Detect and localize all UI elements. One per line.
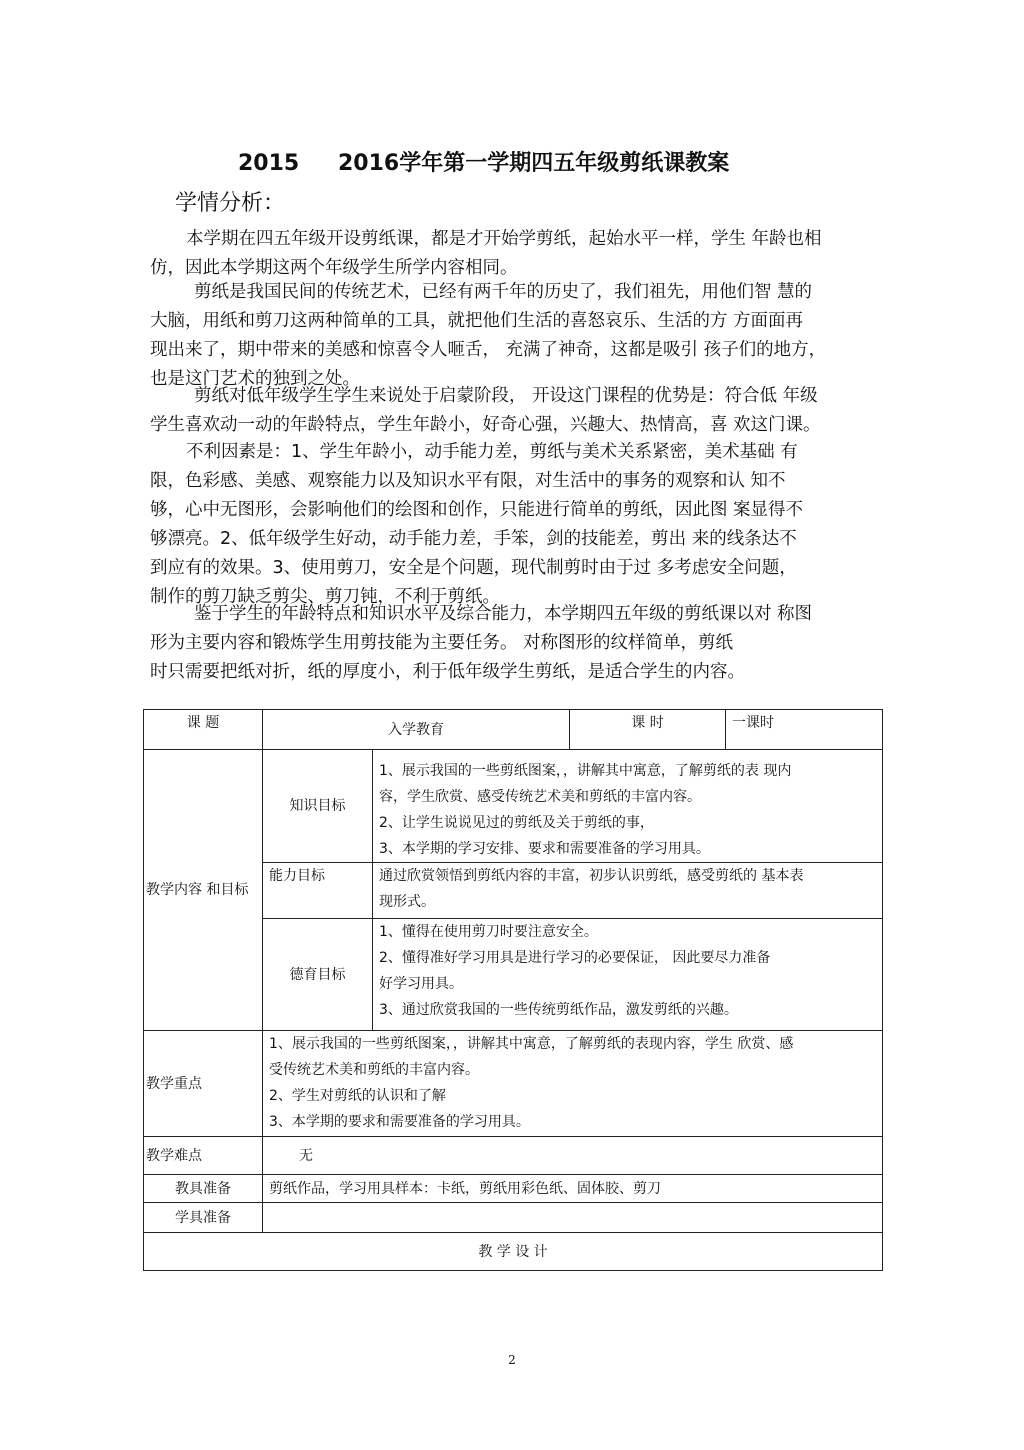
paragraph-line: 鉴于学生的年龄特点和知识水平及综合能力，本学期四五年级的剪纸课以对 称图 <box>194 604 813 624</box>
key-line: 受传统艺术美和剪纸的丰富内容。 <box>269 1062 479 1078</box>
paragraph-line: 也是这门艺术的独到之处。 <box>150 369 360 389</box>
knowledge-line: 2、让学生说说见过的剪纸及关于剪纸的事， <box>379 815 654 831</box>
paragraph-line: 剪纸对低年级学生学生来说处于启蒙阶段， 开设这门课程的优势是：符合低 年级 <box>194 386 818 406</box>
knowledge-label: 知识目标 <box>263 750 373 863</box>
key-line: 2、学生对剪纸的认识和了解 <box>269 1088 446 1104</box>
paragraph-line: 仿，因此本学期这两个年级学生所学内容相同。 <box>150 258 518 278</box>
moral-line: 好学习用具。 <box>379 976 463 992</box>
moral-line: 2、懂得准好学习用具是进行学习的必要保证， 因此要尽力准备 <box>379 950 771 966</box>
table-row <box>144 1031 883 1137</box>
paragraph-3 <box>150 382 910 440</box>
table-row <box>144 1175 883 1203</box>
ability-line: 现形式。 <box>379 894 435 910</box>
hours-value: 一课时 <box>726 710 883 750</box>
ability-line: 通过欣赏领悟到剪纸内容的丰富，初步认识剪纸，感受剪纸的 基本表 <box>379 868 804 884</box>
paragraph-4 <box>150 438 910 612</box>
paragraph-line: 剪纸是我国民间的传统艺术，已经有两千年的历史了，我们祖先，用他们智 慧的 <box>194 282 813 302</box>
paragraph-line: 不利因素是：1、学生年龄小，动手能力差，剪纸与美术关系紧密，美术基础 有 <box>186 442 798 462</box>
knowledge-line: 3、本学期的学习安排、要求和需要准备的学习用具。 <box>379 841 710 857</box>
topic-label: 课 题 <box>144 710 263 750</box>
knowledge-line: 容，学生欣赏、感受传统艺术美和剪纸的丰富内容。 <box>379 789 701 805</box>
paragraph-line: 够漂亮。2、低年级学生好动，动手能力差，手笨，剑的技能差，剪出 来的线条达不 <box>150 529 797 549</box>
moral-line: 1、懂得在使用剪刀时要注意安全。 <box>379 924 598 940</box>
ability-label: 能力目标 <box>263 863 373 919</box>
lesson-plan-table <box>143 709 883 1271</box>
key-line: 1、展示我国的一些剪纸图案，，讲解其中寓意，了解剪纸的表现内容，学生 欣赏、感 <box>269 1036 794 1052</box>
paragraph-line: 学生喜欢动一动的年龄特点，学生年龄小，好奇心强，兴趣大、热情高，喜 欢这门课。 <box>150 415 821 435</box>
section-heading: 学情分析： <box>175 191 286 216</box>
paragraph-line: 本学期在四五年级开设剪纸课，都是才开始学剪纸，起始水平一样，学生 年龄也相 <box>186 229 822 249</box>
paragraph-line: 到应有的效果。3、使用剪刀，安全是个问题，现代制剪时由于过 多考虑安全问题， <box>150 558 797 578</box>
key-label: 教学重点 <box>144 1031 263 1137</box>
topic-value: 入学教育 <box>263 710 570 750</box>
paragraph-line: 大脑，用纸和剪刀这两种简单的工具，就把他们生活的喜怒哀乐、生活的方 方面面再 <box>150 311 804 331</box>
paragraph-line: 制作的剪刀缺乏剪尖、剪刀钝，不利于剪纸。 <box>150 587 500 607</box>
paragraph-line: 形为主要内容和锻炼学生用剪技能为主要任务。 对称图形的纹样简单，剪纸 <box>150 633 734 653</box>
student-tools-value <box>263 1203 883 1233</box>
teacher-tools-label: 教具准备 <box>144 1175 263 1203</box>
paragraph-line: 时只需要把纸对折，纸的厚度小，利于低年级学生剪纸，是适合学生的内容。 <box>150 662 745 682</box>
table-row <box>144 710 883 750</box>
hours-label: 课 时 <box>570 710 726 750</box>
document-title <box>238 146 798 177</box>
moral-label: 德育目标 <box>263 919 373 1031</box>
paragraph-line: 现出来了，期中带来的美感和惊喜令人咂舌， 充满了神奇，这都是吸引 孩子们的地方， <box>150 340 827 360</box>
ability-content <box>373 863 883 919</box>
paragraph-line: 限，色彩感、美感、观察能力以及知识水平有限，对生活中的事务的观察和认 知不 <box>150 471 786 491</box>
paragraph-5 <box>150 600 910 687</box>
table-row <box>144 750 883 863</box>
difficulty-label: 教学难点 <box>144 1137 263 1175</box>
paragraph-1 <box>150 225 946 283</box>
difficulty-value: 无 <box>263 1137 883 1175</box>
page-number: 2 <box>508 1353 516 1367</box>
knowledge-line: 1、展示我国的一些剪纸图案，，讲解其中寓意，了解剪纸的表 现内 <box>379 763 792 779</box>
title-rest: 2016学年第一学期四五年级剪纸课教案 <box>338 151 730 176</box>
moral-content <box>373 919 883 1031</box>
key-line: 3、本学期的要求和需要准备的学习用具。 <box>269 1114 530 1130</box>
knowledge-content <box>373 750 883 863</box>
teacher-tools-value: 剪纸作品，学习用具样本：卡纸，剪纸用彩色纸、固体胶、剪刀 <box>263 1175 883 1203</box>
design-label: 教 学 设 计 <box>144 1233 883 1271</box>
student-tools-label: 学具准备 <box>144 1203 263 1233</box>
table-row <box>144 1137 883 1175</box>
paragraph-2 <box>150 278 910 394</box>
paragraph-line: 够，心中无图形，会影响他们的绘图和创作，只能进行简单的剪纸，因此图 案显得不 <box>150 500 804 520</box>
content-label: 教学内容 和目标 <box>144 750 263 1031</box>
table-row <box>144 1203 883 1233</box>
table-row <box>144 1233 883 1271</box>
title-year-start: 2015 <box>238 151 300 176</box>
moral-line: 3、通过欣赏我国的一些传统剪纸作品，激发剪纸的兴趣。 <box>379 1002 738 1018</box>
key-content <box>263 1031 883 1137</box>
